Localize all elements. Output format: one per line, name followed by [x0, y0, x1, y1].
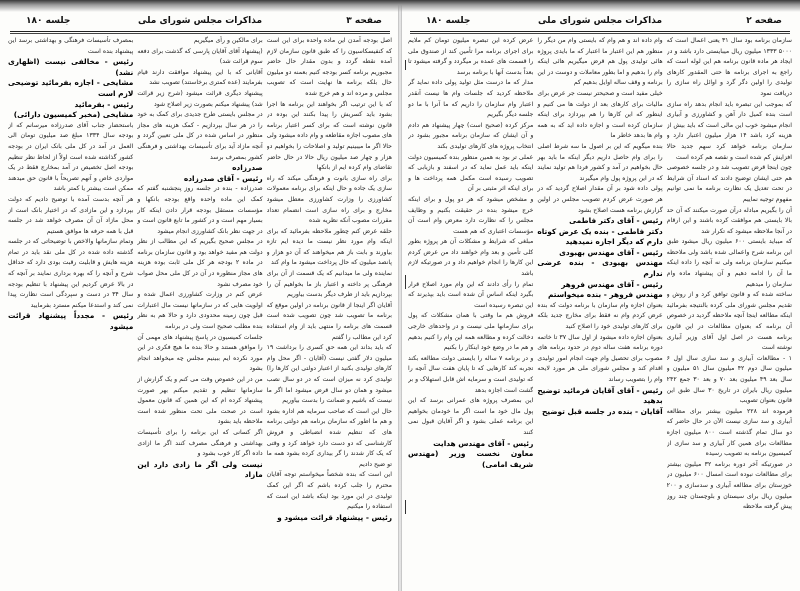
- paragraph: جلسات کمیسیون در پاسخ پیشنهاد های مهمی آن را موافق هستند و حالا بنده ما هیچ فکری در این مورد نکرده ایم ببینیم مجلس چه میخواهد انجام بشود: [137, 333, 263, 373]
- paragraph: برای مالکین و رأی میگیریم: [193, 37, 263, 44]
- paragraph: در صورتیکه آخر دوره برنامه ۳۲ میلیون بیشتر برای مطالعات نبوده است امسال ۶۰۰ میلیون در خوزستان برای مطالعه آبیاری و سدسازی و ۲۰۰ میلیون ریال برای سیستان و بلوچستان چند روز پیش گرفته ملاحظه: [666, 460, 792, 511]
- right-page-running-title: مذاکرات مجلس شورای ملی: [537, 16, 663, 26]
- paragraph: تمام را رأی دادند که این وام مورد اصلاح قرار بگیرد اینکه اساس آن شده است باید بپذیرند که این تبصره رسیده است: [408, 280, 534, 309]
- scan-top-shadow: [0, 0, 800, 12]
- speaker-line: رئیس - بفرمائید: [74, 99, 134, 109]
- paragraph: این است که بنده شخصاً میخواستم توجه آقایان محترم را جلب کرده باشم که اگر این کمک تولیدی در این مورد بود اینکه باشد این است که استفاده را میکنیم: [266, 471, 392, 511]
- paragraph: مدار که ما درست مثل تولید پولی داده نماید گر ملاحظه کردید که جلسات وام ها نیست آنقدر اعتبار وام سازمان را داریم که ما آنرا با ما دو جلسه دیگر بگیریم: [408, 79, 534, 119]
- paragraph: در مجلس بایستی طرح جدیدی برای کمک به خود را در هر سال بپردازیم - کمک هزینه های مجاز منظور در اساس شده در کل ملی تعیین گردد و آنچه مازاد آید برای تأسیسات بهداشتی و فرهنگی کشور بمصرف برسد: [137, 111, 263, 161]
- speaker-line: دکتر فاطمی - بنده یک عرض کوتاه دارم که دیگر اجازه نمیدهید: [537, 226, 663, 247]
- paragraph: بعنوان اجازه داده میشود از اول سال ۳۷ تا خاتمه دوره برنامه هفت ساله دوم در حدود برنامه های مصوب برای تحصیل وام جهت انجام امور تولیدی اقدام کند و مجلس شورای ملی هر مورد لایحه وام را بتصویب رساند: [537, 333, 663, 383]
- header-rule: [410, 31, 790, 32]
- paragraph: بعنوان اجازه وام سازمان با برنامه دولت که بنده عرض کردم وام نه فقط برای مخارج جدید بلکه برای کارهای تولیدی خود را اصلاح کنید: [537, 301, 663, 331]
- paragraph: حال این است که صاحب سرمایه هم اداره بشود و هم ما اطور که سازمان برنامه هم دولتی برنامه های که تنظیم شده انضباطی و فروش کارشناسی که دو دست دارد خواهد کرد و وقتی که یک کار شدند را گر بیداری کرده بشود همه ما تو ضیح دادیم: [266, 407, 392, 468]
- paragraph: حلقه عرض کنم چطور ملاحظه بفرمائید که برای اینکه وام مورد نظر نیست ما دیده ایم تازه بیاورند و بابت باز هم میخواهند که آن دو هزار و پانصد میلیون که حال پرداخت میشود ما وام کند: [266, 227, 392, 267]
- paragraph: و در برنامه ۷ ساله را بایستی دولت مطالعه بکند تجربه کند کارهایی که تا پایان هفت سال آنچه را که تولیدی است و سرمایه اش قابل استهلاک و بر گشت است اجازه بدهد: [408, 354, 534, 394]
- paragraph: فروش هم ما وقتی با همان مشکلات که پول برای سازمانها ملی نیست و در واحدهای خارجی دخالت کرده و مطالعه همه این وام را کنیم بدهیم و هم ما در وضع خود اینکار را بکنیم: [408, 312, 534, 352]
- speaker-line: صدرزاده: [232, 163, 263, 173]
- speaker-line: مهندس فروهر - بنده میخواستم: [548, 290, 663, 300]
- margin-mark: [405, 275, 406, 289]
- text-column: [408, 36, 533, 585]
- speaker-line: رئیس - مجدداً پیشنهاد قرائت میشود: [8, 311, 134, 332]
- header-rule-secondary: [410, 33, 790, 34]
- paragraph: اگر کسانی که این برنامه را برای تأسیسات بهداشتی و فرهنگی مصرف کنند اگر ما ازادی داده اگر کار خوب بشود و: [137, 428, 263, 458]
- speaker-line: مهندس بهبودی - بنده عرضی ندارم: [537, 258, 663, 279]
- paragraph: در مجلس صحیح بگیریم که این مطالب از نظر دولت هم مفید خواهد بود و قانون سازمان برنامه در ماده ۲ بودجه هر کل ملی ثابت بوده هزینه های مجاز منظوره در آن در کل ملی محل صواب خود مصرف نشود: [137, 238, 263, 288]
- paragraph: چون اینجا قرض تصویب شد و در جلسه خصوصی هم حتی ایشان توضیح دادند که اسناد آن شرایط در تحت تعدیل یک نظارت برنامه ما نمی توانیم مفهوم توجیه نماییم: [666, 164, 792, 203]
- header-rule-secondary: [10, 33, 390, 34]
- paragraph: سازمان برنامه بود سال ۳۱ یعنی اعمال است که ۵۰۰۰ ۱۳۳۳ میلیون ریال میبایستی دارد باشد و در ایجاد هر ماده قانون برنامه هم این لوله است که راجع به اجرای برنامه ها حتی المقدور کارهای تولیدی را اولین دگر گرد و اوائل راه سازی را دریافت نمود: [666, 37, 792, 97]
- speaker-line: رئیس - آقای مهندس هدایت: [433, 438, 534, 448]
- paragraph: که بموجب این تبصره باید انجام بدهد راه سازی است بنده کمیل دار آهن و کشاورزی و آبیاری انجام میشود خوب این مالی است که باید بیش از هزینه کرد باشد ۱۴ هزار میلیون اعتبار دارد و سازمان برنامه خواهد کرد سهم جدید حالا افزایش کم شده است و نقصه هم کرده است: [666, 100, 792, 161]
- right-page: [400, 0, 800, 591]
- speaker-line: مشایخی - اجازه بفرمائید توضیحی لازم است: [8, 78, 134, 98]
- paragraph: بمصرف تأسیسات فرهنگی و بهداشتی برسد این پیشنهاد بنده است: [8, 37, 134, 55]
- text-column: [267, 36, 392, 585]
- paragraph: که باید بداند این همه حق کسری را برداشت ۱۹ میلیون دلار گفتی نیست (آقایان - اگر محل وام کارهای تولیدی بکنید از اعتبار دولتی این کارها را) تولیدی کرد نه میزان است که در دو سال نصب میشود و همان دو سال قرض میشود اما اگر ما نیست که باشیم و ضمانت را بدست بیاوریم: [266, 344, 392, 405]
- header-rule: [10, 31, 390, 32]
- paragraph: خیلی مفید است و صحیحتر نیست جر عرض برای مالیات برای کارهای بعد از دولت ها می کنیم و اینطور که این کارها را هم بپردازد برای اینکه سازمان کرده است و اجازه داده اید که به همه وام ها بدهد خاطر ما: [537, 89, 663, 140]
- speaker-line: رئیس - آقای آقایان فرمائید توضیح بدهید: [537, 385, 663, 406]
- paragraph: که میباید بایستی ۶۰۰ میلیون ریال میشود طبق این برنامه شرح واعمالی شده باشد ولی ملاحظه میکنیم سازمان برنامه ولی نه آنچه را داده اینکه ما آن را ادامه دهیم و آن پیشنهاد ماده وام سازمان را میدهیم: [666, 238, 792, 288]
- right-page-session: جلسه ۱۸۰: [426, 16, 471, 26]
- paragraph: برای راه سازی بانوت و فرهنگی میکند که راه سازی یک جاده و حال اینکه برای برنامه معمولات کشاورزی را وزارت کشاورزی معطل میشود مخارج و برای راه سازی است انضمام تعداد مقررات مصوب آنکه نظریه شده: [266, 174, 392, 225]
- paragraph: ساخته شده که و قانون توافق کرد و از روش و تقدیم مجلس شورای ملی کرده بالنتیجه بفرمائید اینکه مطالعه اینجا آنچه ملاحظه گردید در خصوص آن برنامه که بعنوان مطالعات در این قانون برنامه هست در اصل اول آقای وزیر آبیاری نوشته است: [666, 291, 792, 352]
- paragraph: بنده میگویم که این بر اصول ما سه شرط اصلی را برای وام حاصل داریم دیگر اینکه ما باید بهر حال بخواهیم در آمد و کشور فردا هم تولید نمایند که در این پروژه پول وام میگیرند: [537, 142, 663, 182]
- right-page-columns: [408, 36, 792, 585]
- text-column: [537, 36, 662, 585]
- paragraph: نماینده ولی ما میدانیم که یک قسمت از آن برای فرهنگی پر داخته و اعتبار باز ما بخواهیم آن را بپردازیم باید از طرف دیگر بدست بیاوریم: [266, 270, 392, 299]
- paragraph: مبلغی که شرایط و مشکلات آن هر پروژه بطور کلی تأمین و بعد وام خواهند داد من عرض کردم این کارها را انجام خواهیم داد و در صورتیکه لازم باشد: [408, 238, 534, 278]
- speaker-line: رئیس - آقای دکتر فاطمی: [569, 216, 663, 226]
- left-page-number: صفحه ۳: [346, 16, 382, 26]
- paragraph: عملی تر بود به همین منظور بنده کمیسیون دولت اینکه باید عمل نماید که در اسفند و بازیابی که تصویب رسیده است مکمل همه پرداخت ها و برای اینکه اثر مثبتی بر آن: [408, 153, 534, 193]
- left-page-columns: [8, 36, 392, 585]
- paragraph: فرموده اند ۲۲۸ میلیون بیشتر برای مطالعه آبیاری و سد سازی نیست الآن در حال حاضر که دو سال تمام گذشته است ۸۰۰ میلیون اجازه مطالعات برای همین کار آبیاری و سد سازی از کمیسیون برنامه به تصویب رسیده: [666, 407, 792, 458]
- paragraph: مرکز کرده (صحیح است) چهار پیشنهاد هم دادم و آن ایشان که سازمان برنامه مجبور بشود در انتخاب پروژه های کارهای تولیدی بکند: [408, 121, 534, 150]
- left-page-running-title: مذاکرات مجلس شورای ملی: [137, 16, 263, 26]
- margin-mark: [405, 60, 406, 70]
- speaker-line: رئیس - آقای مهندس فروهر: [561, 279, 663, 289]
- paragraph: اصل بودجه آمدن این ماده واحده برای این است که کنفیسکاسیون را که طبق قانون سازمان لازم آمده نقطه گردد و بدون مقدار حال حاضر مجبوریم برنامه کسر بودجه کنیم بعمنه دو میلیون حال بلکه برنامه ها نهایت است که تصویب مجلس و مرده اند و هم خرج شده: [266, 37, 392, 97]
- paragraph: عرض کرده این تبصره میلیون تومان کم ملایم براى اجراى برنامه مرا تأمین کند از صندوق ملی را قسمت های عمده بر میگردد و گرفته میشود تا بعداً بدست آنها با برنامه برسد: [408, 37, 534, 76]
- speaker-line: رئیس - پیشنهاد قرائت میشود و: [277, 512, 392, 522]
- paragraph: من در این خصوص وقت می کنم و یک گزارش از سازمانها تنظیم و تقدیم میکنم بهر صورت پیشنهاد کرده ام که این همین که قانون معمول است در صحت ملی تحت منظور شده است ملاحظه باید بشود: [137, 376, 263, 426]
- speaker-line: رئیس - آقای صدرزاده: [183, 173, 263, 183]
- paragraph: که با این ترتیب اگر بخواهند این برنامه ها اجرا بشود باید کسریش را پیدا بکنند این بوده در قانون نوشته است که برای کسر اعتبار برنامه های مصوب اجازه مقاطعه و وام داده میشود ولی حالا اگر ما میبینیم تولید و اصلاحات را بخواهیم دو هزار و چهار صد میلیون ریال حالا در حال حاضر تقاضای وام کرده ایم از بانکها: [266, 100, 392, 172]
- paragraph: هر آنچه بدست آمده با توضیح دادیم که دولت بپردازد و این مازادی که در اختیار بانک است از محل مازاد آن آن مصرف خواهد شد در جلسه قبل با همه حرفه ها موافق هستیم: [8, 195, 134, 235]
- speaker-line: رئیس - مخالفی نیست (اظهاری نشد): [8, 57, 134, 77]
- paragraph: این بمصرف پروژه های عمرانی برسد که این پول مال خود ما است اگر ما خودمان بخواهیم این برنامه عملی بشود و اگر آقایان قبول نمی کنند: [408, 397, 534, 436]
- text-column: [137, 36, 262, 585]
- paragraph: و مشخص میشود که هر دو پول و برای اینکه خرج میشود بنده در حقیقت بکنیم و وظایف مجلس را که نظارت دارد معرض وام است آن مؤسسات اعتباری که هم هست: [408, 195, 534, 235]
- paragraph: وام داده اند و هم وام که بایستی وام من دیگر را منظور هم این اعتبار ما اعتبار که ما بایدی پروژه هائی تولیدی پول هم قرض میگیریم هائی اینکه وام را بدهیم و اما بطور معاملات و دوست در این برنامه و وقف ساله اوایل بدهیم کم: [537, 37, 663, 87]
- text-column: [8, 36, 133, 585]
- paragraph: وتمام سازمانها والاخص با توضیحاتی که در جلسه گذشته داده شده در کل ملی نقد باید در تمام هزینه هایش و قابلیت رقبت بودی دارد که حداقل شرح و آنچه را که بهره برداری نمایند بر آنچه که در بالا عرض کردیم این پیشنهاد با تنظیم بودجه سال ۳۴ در دست و سپردگی است نظارت پیدا نمی کند و استدعا میکنم مسترد بفرمایید: [8, 238, 134, 309]
- speaker-line: مشایخی (مخبر کمیسیون دارائی): [13, 110, 134, 120]
- paragraph: صدرزاده - بنده در جلسه روز پنجشنبه گفتم که کمک این ماده واحده واقع بودجه بانکها و مؤسسات مستقل بودجه قرار دادن اینکه کار بسیار مهم است و در کشور ما تابع قانون است و در جهت نظر بانک کشاورزی انجام میشود: [137, 185, 263, 235]
- speaker-line: رئیس - آقای مهندس بهبودی: [559, 247, 663, 257]
- left-page-header: [10, 14, 390, 30]
- paragraph: آقایان اگر اینجا از قانون برنامه در اولین موقع که برنامه ما تصویب شد چون تصویب شده است قسمت های برنامه را منتهی باید از وام استفاده کرد این مطالب را گفتم: [266, 301, 392, 341]
- right-page-header: [410, 14, 790, 30]
- paragraph: (پیشنهاد آقای آقایان پارسی که گذشت برای دفعه سوم قرائت شد): [137, 47, 263, 66]
- paragraph: پولی داده شود بر آن مقدار اصلاح گردید که در هر صورت عرض کردم تصویب مجلس در اولین گزارش برنامه هست اصلاح بشود: [537, 185, 663, 214]
- speaker-line: معاون نخست وزیر (مهندس شریف امامی): [408, 449, 534, 469]
- paragraph: باستحضار جناب آقای صدرزاده میرسانم که از بودجه سال ۱۳۳۴ مبلغ صد میلیون تومان الی العمل در آمد در کل ملی بانک ایران در بودجه کشور گذاشته شده است اولاً از لحاظ نظر تنظیم بودجه اصل تخصیص در آمد بمخارج فقط در یک مواردی خاص و آنهم تصریحاً با قانون حق میدهند ممکن است بیشتر یا کمتر باشد: [8, 121, 134, 193]
- paragraph: آن را بگیریم مبادله درآن صورت میکنند که آن حد بالا بایستی هم موافقت کرده باشند و این ارقام در آنجا ملاحظه میشود که تکرار شد: [666, 206, 792, 235]
- right-page-number: صفحه ۲: [746, 16, 782, 26]
- paragraph: ۱ - مطالعات آبیاری و سد سازی سال اول ۶ میلیون سال دوم ۴۲ میلیون سال ۵۱ میلیون و سال بعد ۴۹ میلیون بعد ۷۰ و بعد ۳۰ جمع ۲۴۲ میلیون ریال بایران در تاریخ ۳۰ سال طبق این قانون بعنوان تصویب: [666, 354, 792, 405]
- paragraph: آقایانی که با این پیشنهاد موافقت دارند قیام بفرمایند (عده کمتری برخاستند) تصویب نشد: [137, 68, 263, 87]
- speaker-line: نیست ولی اگر ما زادی دارد این مازاد: [137, 459, 263, 480]
- speaker-line: آقایان - بنده در جلسه قبل توضیح: [541, 406, 663, 416]
- margin-mark: [405, 500, 406, 514]
- paragraph: عرض کنم در وزارت کشاورزی اعمال شده و اولویت هایی که در سازمانها نیست مال اعتبارات قبل چون زمینه محدودی دارد و حالا هم به نظر بنده مطلب صحیح است ولی در برنامه: [137, 291, 263, 331]
- paragraph: پیشنهاد دیگری قرائت میشود (شرح زیر قرائت شد) پیشنهاد میکنم بصورت زیر اصلاح شود: [137, 89, 263, 108]
- left-page-session: جلسه ۱۸۰: [26, 16, 71, 26]
- text-column: [667, 36, 792, 585]
